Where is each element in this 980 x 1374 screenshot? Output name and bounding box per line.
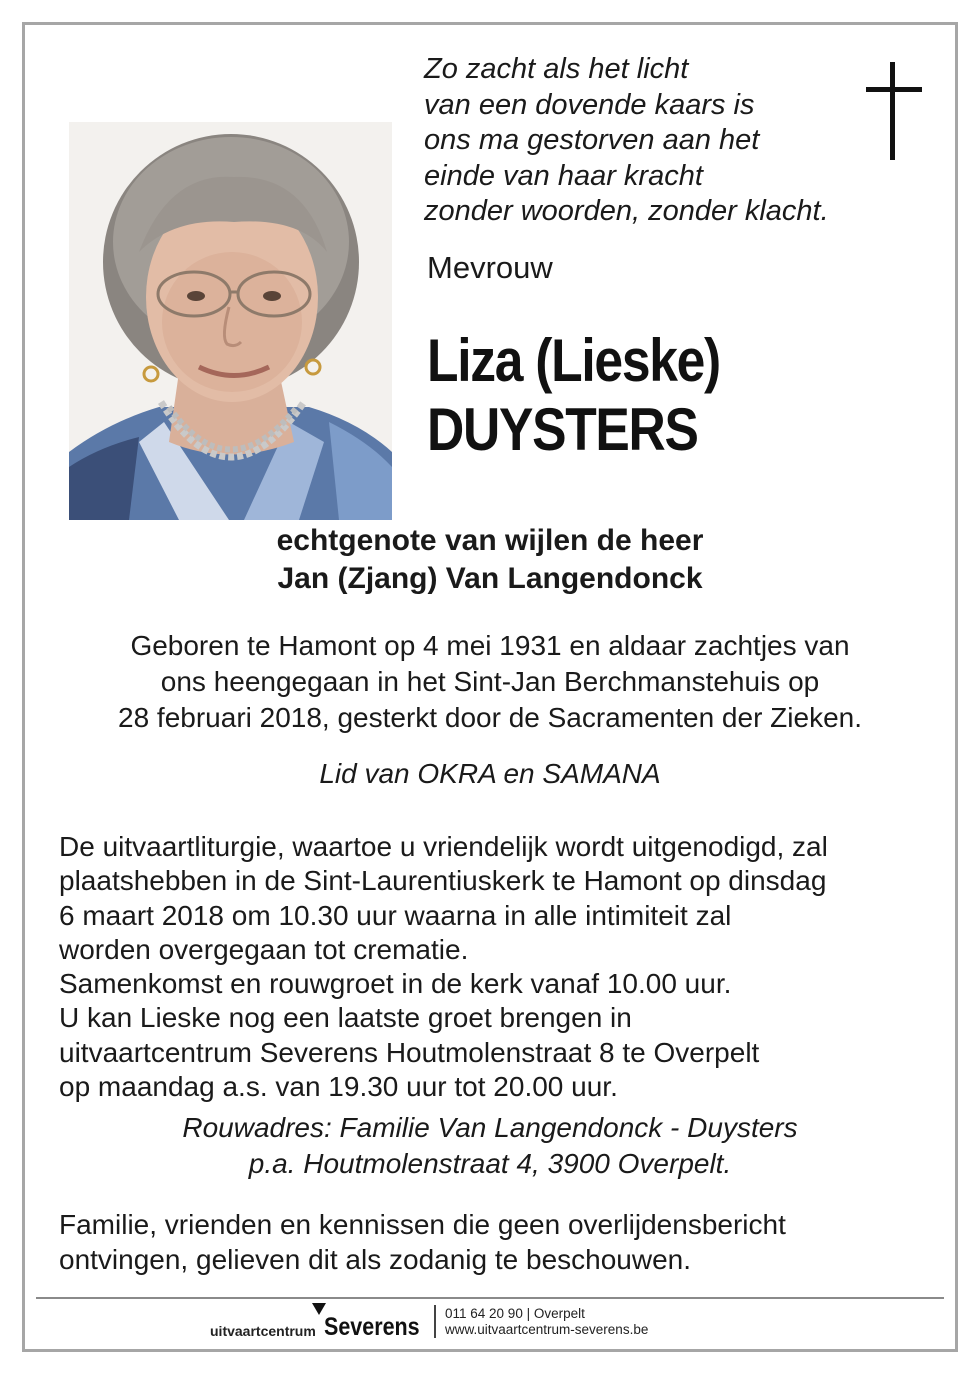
text-line: De uitvaartliturgie, waartoe u vriendelijk wordt uitgenodigd, zal	[59, 831, 828, 862]
poem-line: ons ma gestorven aan het	[424, 124, 760, 156]
poem-line: zonder woorden, zonder klacht.	[424, 195, 829, 227]
logo-subtitle: uitvaartcentrum	[210, 1323, 316, 1339]
liturgy-text	[59, 830, 828, 1104]
title-honorific: Mevrouw	[427, 250, 553, 285]
poem-line: einde van haar kracht	[424, 159, 703, 192]
mourning-address	[0, 1110, 980, 1182]
text-line: op maandag a.s. van 19.30 uur tot 20.00 uur.	[59, 1071, 618, 1103]
poem-line: Zo zacht als het licht	[424, 53, 689, 85]
text-line: 6 maart 2018 om 10.30 uur waarna in alle intimiteit zal	[59, 899, 732, 931]
text-line: Geboren te Hamont op 4 mei 1931 en aldaar zachtjes van	[130, 630, 850, 661]
deceased-name	[427, 326, 720, 464]
poem	[424, 52, 864, 230]
birth-death-text	[0, 628, 980, 736]
first-name: Liza (Lieske)	[427, 327, 720, 394]
address-line: p.a. Houtmolenstraat 4, 3900 Overpelt.	[248, 1148, 732, 1179]
spouse-line: echtgenote van wijlen de heer	[276, 524, 704, 557]
last-name: DUYSTERS	[427, 396, 698, 463]
funeral-home-logo	[210, 1303, 438, 1343]
footer-separator	[434, 1305, 436, 1338]
website-link[interactable]: www.uitvaartcentrum-severens.be	[445, 1322, 649, 1337]
portrait-photo	[69, 122, 392, 520]
logo-brand: Severens	[324, 1313, 420, 1341]
footer-divider	[36, 1297, 944, 1299]
text-line: worden overgegaan tot crematie.	[59, 933, 469, 965]
text-line: 28 februari 2018, gesterkt door de Sacramenten der Zieken.	[118, 702, 862, 733]
address-line: Rouwadres: Familie Van Langendonck - Duysters	[182, 1112, 798, 1143]
phone-line: 011 64 20 90 | Overpelt	[445, 1306, 585, 1321]
text-line: ons heengegaan in het Sint-Jan Berchmanstehuis op	[160, 666, 820, 697]
text-line: ontvingen, gelieven dit als zodanig te beschouwen.	[59, 1244, 691, 1275]
text-line: plaatshebben in de Sint-Laurentiuskerk te Hamont op dinsdag	[59, 865, 827, 897]
spouse-info	[0, 522, 980, 598]
cross-icon	[866, 62, 922, 160]
footer-contact	[445, 1306, 648, 1338]
family-note	[59, 1207, 786, 1277]
text-line: Familie, vrienden en kennissen die geen overlijdensbericht	[59, 1209, 786, 1240]
spouse-name: Jan (Zjang) Van Langendonck	[277, 562, 703, 595]
poem-line: van een dovende kaars is	[424, 88, 755, 121]
text-line: Samenkomst en rouwgroet in de kerk vanaf 10.00 uur.	[59, 968, 732, 1000]
membership: Lid van OKRA en SAMANA	[319, 758, 661, 789]
text-line: uitvaartcentrum Severens Houtmolenstraat 8 te Overpelt	[59, 1036, 760, 1068]
text-line: U kan Lieske nog een laatste groet brengen in	[59, 1002, 632, 1034]
